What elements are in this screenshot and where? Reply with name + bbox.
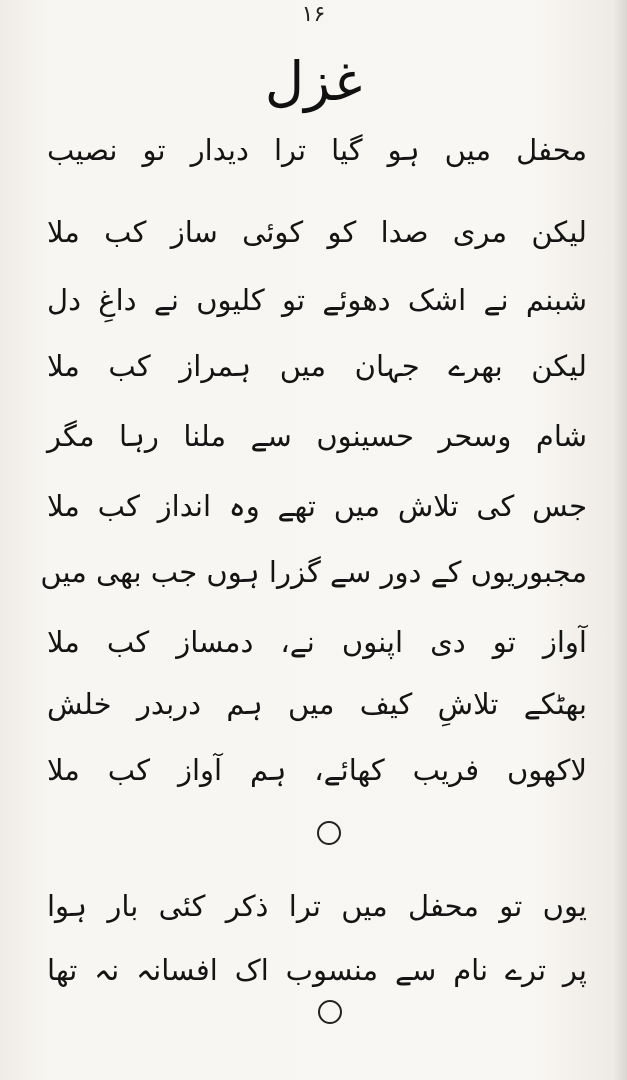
verse-line: لاکھوں فریب کھائے، ہم آواز کب ملا	[47, 753, 587, 787]
verse-line: بھٹکے تلاشِ کیف میں ہم دربدر خلش	[47, 687, 587, 721]
verse-line: مجبوریوں کے دور سے گزرا ہوں جب بھی میں	[40, 555, 587, 589]
verse-line: جس کی تلاش میں تھے وہ انداز کب ملا	[47, 489, 587, 523]
circle-ornament-icon	[318, 1000, 342, 1024]
page-edge-shadow	[613, 0, 627, 1080]
verse-line: شبنم نے اشک دھوئے تو کلیوں نے داغِ دل	[47, 283, 587, 317]
verse-line: لیکن مری صدا کو کوئی ساز کب ملا	[47, 215, 587, 249]
verse-line: لیکن بھرے جہان میں ہمراز کب ملا	[47, 349, 587, 383]
poem-title: غزل	[264, 50, 363, 113]
circle-ornament-icon	[317, 821, 341, 845]
verse-line: پر ترے نام سے منسوب اک افسانہ نہ تھا	[47, 953, 587, 987]
verse-line: محفل میں ہو گیا ترا دیدار تو نصیب	[47, 133, 587, 167]
verse-line: آواز تو دی اپنوں نے، دمساز کب ملا	[47, 625, 587, 659]
verse-line: شام وسحر حسینوں سے ملنا رہا مگر	[47, 419, 587, 453]
verse-line: یوں تو محفل میں ترا ذکر کئی بار ہوا	[47, 889, 587, 923]
page-number: ۱۶	[301, 2, 326, 27]
